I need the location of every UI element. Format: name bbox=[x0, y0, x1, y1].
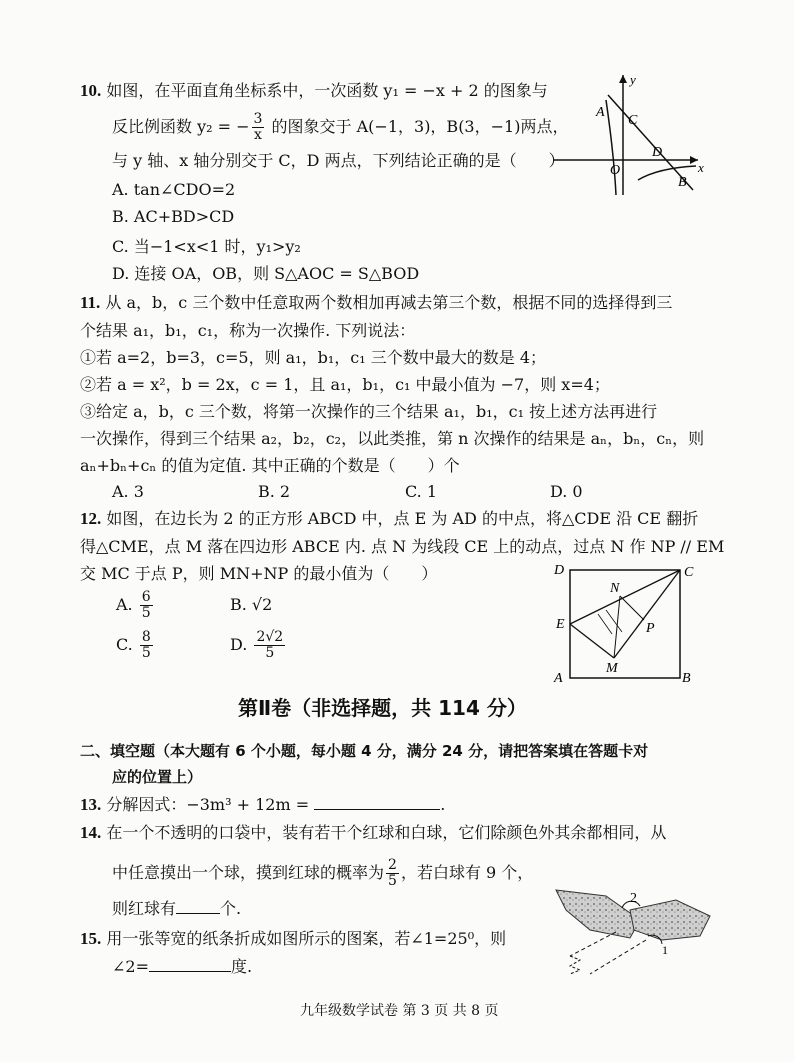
aux-line-1 bbox=[598, 614, 612, 634]
dashed-edge-1 bbox=[570, 932, 616, 956]
q14-number: 14. bbox=[80, 823, 102, 842]
q11-option-d: D. 0 bbox=[550, 482, 583, 501]
part2-title: 第Ⅱ卷（非选择题，共 114 分） bbox=[238, 696, 527, 720]
q12-line3: 交 MC 于点 P，则 MN+NP 的最小值为（ ） bbox=[80, 564, 438, 583]
segment-mn bbox=[614, 596, 620, 658]
q11-option-b: B. 2 bbox=[258, 482, 291, 501]
q10-option-a: A. tan∠CDO=2 bbox=[112, 180, 236, 199]
q11-line1 bbox=[80, 292, 672, 314]
q13-answer-blank[interactable] bbox=[314, 809, 440, 810]
q15-stem-1: 用一张等宽的纸条折成如图所示的图案，若∠1=25⁰，则 bbox=[106, 929, 507, 948]
q11-line4: ②若 a = x²，b = 2x，c = 1，且 a₁，b₁，c₁ 中最小值为 −7，则 x=4； bbox=[80, 375, 610, 394]
label-d: D bbox=[554, 563, 565, 578]
x-axis-arrow-icon bbox=[690, 156, 698, 164]
q11-option-c: C. 1 bbox=[405, 482, 438, 501]
q11-line7: aₙ+bₙ+cₙ 的值为定值. 其中正确的个数是（ ）个 bbox=[80, 456, 460, 475]
q14-answer-blank[interactable] bbox=[176, 913, 220, 914]
q10-option-c: C. 当−1<x<1 时，y₁>y₂ bbox=[112, 237, 301, 256]
q15-line2: ∠2= 度. bbox=[112, 957, 253, 976]
q15-line1 bbox=[80, 928, 506, 950]
q14-fraction: $\frac{2}{5}$ bbox=[388, 857, 397, 889]
q12-option-d-fraction: $\frac{2√2}{5}$ bbox=[256, 629, 284, 661]
dashed-zigzag bbox=[570, 956, 580, 974]
page-footer: 九年级数学试卷 第 3 页 共 8 页 bbox=[300, 1003, 499, 1019]
q14-line3: 则红球有 个. bbox=[112, 899, 242, 918]
segment-np bbox=[620, 596, 644, 620]
y-axis-arrow-icon bbox=[619, 75, 627, 83]
q10-number: 10. bbox=[80, 81, 102, 100]
q11-line2: 个结果 a₁，b₁，c₁，称为一次操作. 下列说法： bbox=[80, 321, 416, 340]
q14-line1 bbox=[80, 822, 666, 844]
q13-stem: 分解因式：−3m³ + 12m = bbox=[106, 795, 315, 814]
label-d: D bbox=[652, 145, 663, 160]
segment-mc bbox=[614, 570, 680, 658]
q11-line3: ①若 a=2，b=3，c=5，则 a₁，b₁，c₁ 三个数中最大的数是 4； bbox=[80, 348, 547, 367]
q13-number: 13. bbox=[80, 795, 102, 814]
square-abcd bbox=[570, 570, 680, 678]
dashed-edge-2 bbox=[590, 940, 646, 974]
q10-stem-2a: 反比例函数 y₂ = − bbox=[112, 117, 250, 136]
label-a: A bbox=[554, 671, 563, 686]
q11-option-a: A. 3 bbox=[112, 482, 144, 501]
segment-ce bbox=[570, 570, 680, 624]
angle-2-label: 2 bbox=[630, 891, 637, 906]
q10-fraction: $\frac{3}{x}$ bbox=[253, 111, 263, 143]
angle-1-label: 1 bbox=[662, 943, 668, 957]
q12-option-b: B. √2 bbox=[230, 595, 273, 614]
segment-em bbox=[570, 624, 614, 658]
q10-line3: 与 y 轴、x 轴分别交于 C，D 两点，下列结论正确的是（ ） bbox=[112, 151, 565, 170]
hyperbola-branch-left bbox=[606, 100, 616, 195]
q10-option-b: B. AC+BD>CD bbox=[112, 207, 235, 226]
label-c: C bbox=[628, 113, 638, 128]
q10-line1 bbox=[80, 80, 548, 102]
q11-stem-1: 从 a，b，c 三个数中任意取两个数相加再减去第三个数，根据不同的选择得到三 bbox=[105, 293, 673, 312]
label-p: P bbox=[646, 621, 655, 636]
label-c: C bbox=[684, 565, 694, 580]
q14-line2: 中任意摸出一个球，摸到红球的概率为 $\frac{2}{5}$ ，若白球有 9 个， bbox=[112, 857, 534, 889]
q10-option-d: D. 连接 OA，OB，则 S△AOC = S△BOD bbox=[112, 264, 420, 283]
label-m: M bbox=[606, 661, 618, 676]
q15-folded-strip-figure bbox=[550, 878, 720, 988]
q13-line: 13. 分解因式：−3m³ + 12m = . bbox=[80, 795, 446, 814]
q12-stem-1: 如图，在边长为 2 的正方形 ABCD 中，点 E 为 AD 的中点，将△CDE 沿 CE 翻折 bbox=[106, 509, 699, 528]
q11-number: 11. bbox=[80, 293, 101, 312]
hyperbola-branch-right bbox=[638, 166, 696, 180]
strip-left-wing bbox=[556, 890, 640, 938]
label-y: y bbox=[630, 72, 636, 87]
q10-stem-2b: 的图象交于 A(−1，3)，B(3，−1)两点， bbox=[266, 117, 569, 136]
label-b: B bbox=[678, 175, 687, 190]
label-b: B bbox=[682, 671, 691, 686]
q12-option-d: D. $\frac{2√2}{5}$ bbox=[230, 629, 284, 661]
q10-line2 bbox=[112, 112, 568, 143]
q12-number: 12. bbox=[80, 509, 102, 528]
label-x: x bbox=[698, 160, 704, 175]
q11-line6: 一次操作，得到三个结果 a₂，b₂，c₂，以此类推，第 n 次操作的结果是 aₙ，bₙ，cₙ，则 bbox=[80, 429, 705, 448]
q12-option-a-fraction: $\frac{6}{5}$ bbox=[141, 589, 151, 621]
section2-header-line1: 二、填空题（本大题有 6 个小题，每小题 4 分，满分 24 分，请把答案填在答题卡对 bbox=[80, 742, 649, 760]
q15-answer-blank[interactable] bbox=[149, 971, 231, 972]
label-a: A bbox=[596, 105, 605, 120]
q11-line5: ③给定 a，b，c 三个数，将第一次操作的三个结果 a₁，b₁，c₁ 按上述方法再进行 bbox=[80, 402, 658, 421]
q15-number: 15. bbox=[80, 929, 102, 948]
label-o: O bbox=[610, 163, 621, 178]
q12-line1 bbox=[80, 508, 698, 530]
section2-header-line2: 应的位置上） bbox=[112, 768, 203, 786]
q14-stem-1: 在一个不透明的口袋中，装有若干个红球和白球，它们除颜色外其余都相同，从 bbox=[106, 823, 667, 842]
q10-graph-figure bbox=[548, 70, 708, 200]
label-e: E bbox=[556, 617, 565, 632]
label-n: N bbox=[610, 581, 620, 596]
q12-square-figure bbox=[548, 558, 698, 688]
q10-stem-1: 如图，在平面直角坐标系中，一次函数 y₁ = −x + 2 的图象与 bbox=[106, 81, 548, 100]
strip-right-wing bbox=[630, 900, 710, 940]
q12-option-c: C. $\frac{8}{5}$ bbox=[116, 629, 151, 661]
q12-option-c-fraction: $\frac{8}{5}$ bbox=[141, 629, 151, 661]
q12-option-a: A. $\frac{6}{5}$ bbox=[116, 589, 151, 621]
q12-line2: 得△CME，点 M 落在四边形 ABCE 内. 点 N 为线段 CE 上的动点，过点 N 作 NP // EM bbox=[80, 537, 725, 556]
